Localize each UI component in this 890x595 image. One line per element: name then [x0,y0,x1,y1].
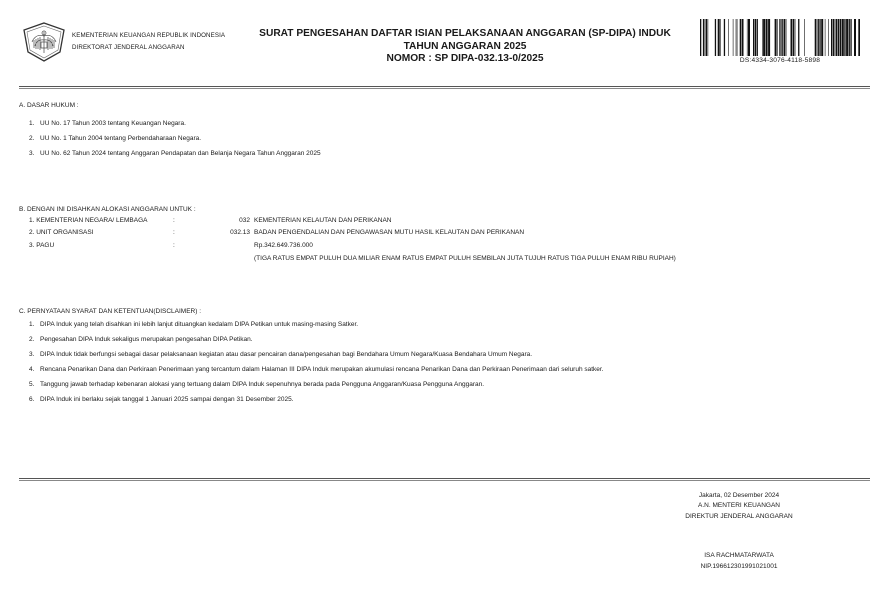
list-item-number: 3. [29,351,35,358]
document-code: DS:4334-3076-4118-5898 [739,57,821,64]
unit-name: BADAN PENGENDALIAN DAN PENGAWASAN MUTU HASIL KELAUTAN DAN PERIKANAN [254,229,525,236]
title-line-2: TAHUN ANGGARAN 2025 [403,40,527,52]
list-item-number: 6. [29,396,35,403]
ministry-colon: : [173,217,175,224]
section-c-heading: C. PERNYATAAN SYARAT DAN KETENTUAN(DISCLAIMER) : [19,308,202,315]
list-item: DIPA Induk tidak berfungsi sebagai dasar pelaksanaan kegiatan atau dasar pencairan dana/pengesahan bagi Bendahara Umum Negara/Kuasa Bendahara Umum Negara. [40,351,533,358]
ministry-code: 032 [239,217,250,224]
document-title [240,28,690,66]
list-item: UU No. 1 Tahun 2004 tentang Perbendaharaan Negara. [40,135,202,142]
pagu-amount: Rp.342.649.736.000 [254,242,313,249]
title-line-3: NOMOR : SP DIPA-032.13-0/2025 [386,53,544,64]
list-item-number: 1. [29,120,35,127]
list-item: DIPA Induk yang telah disahkan ini lebih lanjut dituangkan kedalam DIPA Petikan untuk masing-masing Satker. [40,321,359,328]
garuda-emblem-icon [22,22,66,62]
list-item: Rencana Penarikan Dana dan Perkiraan Penerimaan yang tercantum dalam Halaman III DIPA Induk merupakan akumulasi rencana Penarikan Dana dan Perkiraan Penerimaan dari seluruh satker. [40,366,604,373]
barcode-icon [700,19,860,56]
list-item-number: 4. [29,366,35,373]
list-item: UU No. 62 Tahun 2024 tentang Anggaran Pendapatan dan Belanja Negara Tahun Anggaran 2025 [40,150,321,157]
list-item: UU No. 17 Tahun 2003 tentang Keuangan Negara. [40,120,186,127]
ministry-name: KEMENTERIAN KELAUTAN DAN PERIKANAN [254,217,392,224]
list-item: DIPA Induk ini berlaku sejak tanggal 1 Januari 2025 sampai dengan 31 Desember 2025. [40,396,294,403]
agency-name: KEMENTERIAN KEUANGAN REPUBLIK INDONESIA [72,32,226,39]
list-item-number: 2. [29,135,35,142]
directorate-name: DIREKTORAT JENDERAL ANGGARAN [72,44,185,51]
list-item-number: 3. [29,150,35,157]
list-item: Tanggung jawab terhadap kebenaran alokasi yang tertuang dalam DIPA Induk sepenuhnya berada pada Pengguna Anggaran/Kuasa Pengguna Anggaran. [40,381,485,388]
header-divider [19,86,870,89]
list-item-number: 5. [29,381,35,388]
list-item-number: 2. [29,336,35,343]
signature-place-date: Jakarta, 02 Desember 2024 [698,492,780,499]
pagu-label: 3. PAGU [29,242,55,249]
unit-code: 032.13 [230,229,250,236]
signatory-nip: NIP.196612301991021001 [700,563,778,570]
signatory-name: ISA RACHMATARWATA [704,552,774,559]
pagu-colon: : [173,242,175,249]
unit-label: 2. UNIT ORGANISASI [29,229,94,236]
list-item-number: 1. [29,321,35,328]
signature-on-behalf: A.N. MENTERI KEUANGAN [698,502,780,509]
footer-divider [19,478,870,481]
section-b-heading: B. DENGAN INI DISAHKAN ALOKASI ANGGARAN UNTUK : [19,206,196,213]
pagu-amount-words: (TIGA RATUS EMPAT PULUH DUA MILIAR ENAM RATUS EMPAT PULUH SEMBILAN JUTA TUJUH RATUS TIGA PULUH ENAM RIBU RUPIAH) [254,255,676,262]
list-item: Pengesahan DIPA Induk sekaligus merupakan pengesahan DIPA Petikan. [40,336,253,343]
unit-colon: : [173,229,175,236]
title-line-1: SURAT PENGESAHAN DAFTAR ISIAN PELAKSANAAN ANGGARAN (SP-DIPA) INDUK [259,28,671,39]
signature-title: DIREKTUR JENDERAL ANGGARAN [685,513,793,520]
ministry-label: 1. KEMENTERIAN NEGARA/ LEMBAGA [29,217,148,224]
section-a-heading: A. DASAR HUKUM : [19,102,79,109]
